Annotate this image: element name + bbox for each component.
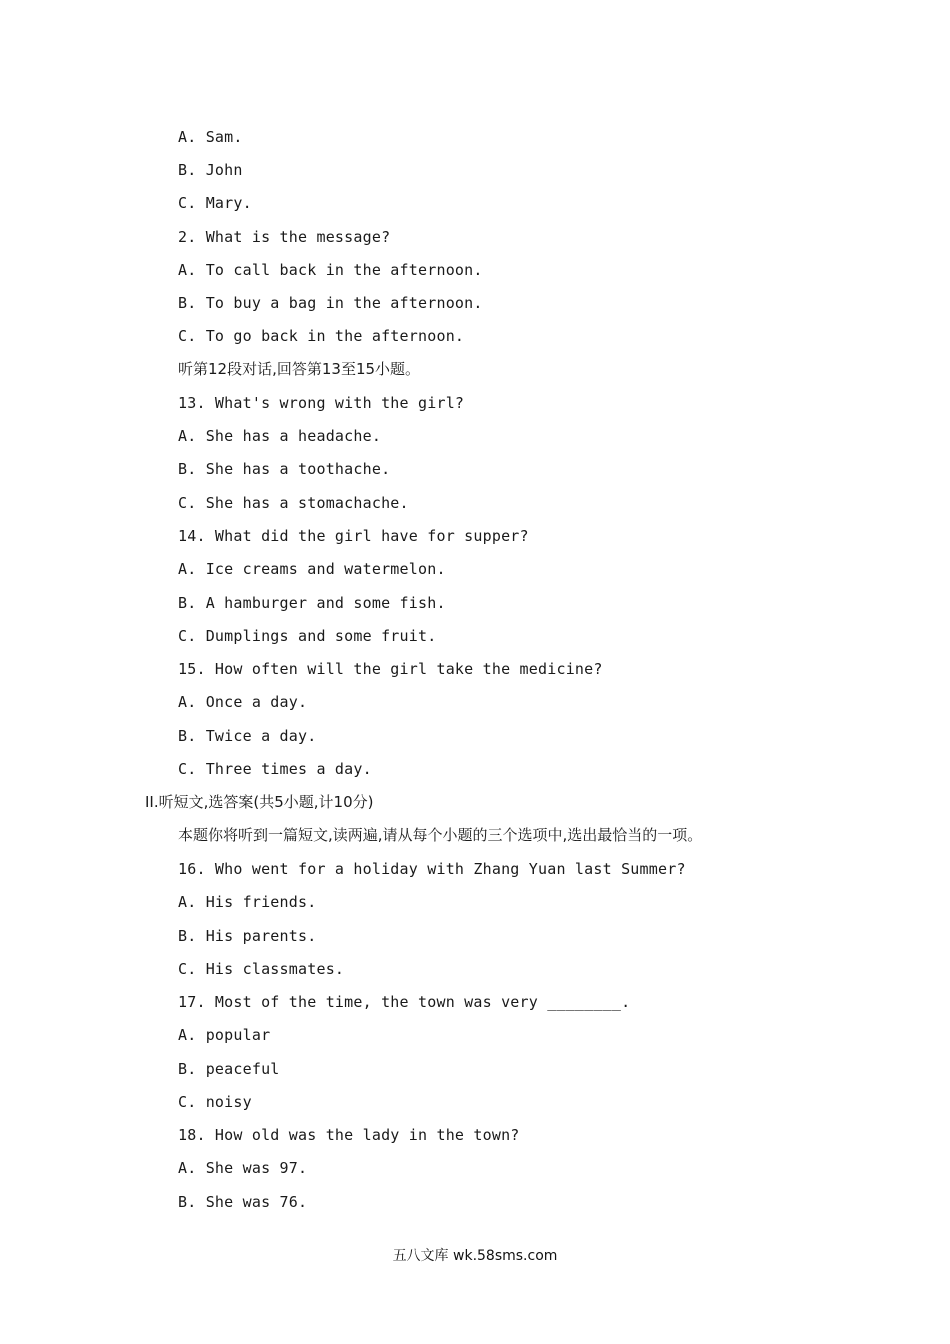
question-line: 13. What's wrong with the girl?: [178, 394, 465, 412]
question-line: 18. How old was the lady in the town?: [178, 1126, 520, 1144]
question-line: 15. How often will the girl take the medicine?: [178, 660, 603, 678]
option-line: B. She was 76.: [178, 1193, 308, 1211]
option-line: C. noisy: [178, 1093, 252, 1111]
option-line: B. Twice a day.: [178, 727, 317, 745]
option-line: A. She was 97.: [178, 1159, 308, 1177]
option-line: B. A hamburger and some fish.: [178, 594, 446, 612]
option-line: C. Mary.: [178, 194, 252, 212]
option-line: B. John: [178, 161, 243, 179]
option-line: C. His classmates.: [178, 960, 345, 978]
option-line: A. popular: [178, 1026, 271, 1044]
option-line: B. His parents.: [178, 927, 317, 945]
option-line: B. peaceful: [178, 1060, 280, 1078]
option-line: A. Sam.: [178, 128, 243, 146]
option-line: A. Once a day.: [178, 693, 308, 711]
option-line: C. Dumplings and some fruit.: [178, 627, 437, 645]
option-line: A. Ice creams and watermelon.: [178, 560, 446, 578]
question-line: 14. What did the girl have for supper?: [178, 527, 529, 545]
section-heading: II.听短文,选答案(共5小题,计10分): [145, 793, 374, 811]
option-line: C. To go back in the afternoon.: [178, 327, 465, 345]
question-line: 17. Most of the time, the town was very ________.: [178, 993, 631, 1011]
question-line: 2. What is the message?: [178, 228, 391, 246]
page-footer: 五八文库 wk.58sms.com: [392, 1248, 558, 1264]
option-line: B. She has a toothache.: [178, 460, 391, 478]
option-line: A. To call back in the afternoon.: [178, 261, 483, 279]
option-line: A. His friends.: [178, 893, 317, 911]
option-line: C. She has a stomachache.: [178, 494, 409, 512]
option-line: A. She has a headache.: [178, 427, 382, 445]
option-line: B. To buy a bag in the afternoon.: [178, 294, 483, 312]
instruction-line: 本题你将听到一篇短文,读两遍,请从每个小题的三个选项中,选出最恰当的一项。: [178, 826, 703, 844]
question-line: 16. Who went for a holiday with Zhang Yuan last Summer?: [178, 860, 686, 878]
instruction-line: 听第12段对话,回答第13至15小题。: [178, 360, 421, 378]
option-line: C. Three times a day.: [178, 760, 372, 778]
